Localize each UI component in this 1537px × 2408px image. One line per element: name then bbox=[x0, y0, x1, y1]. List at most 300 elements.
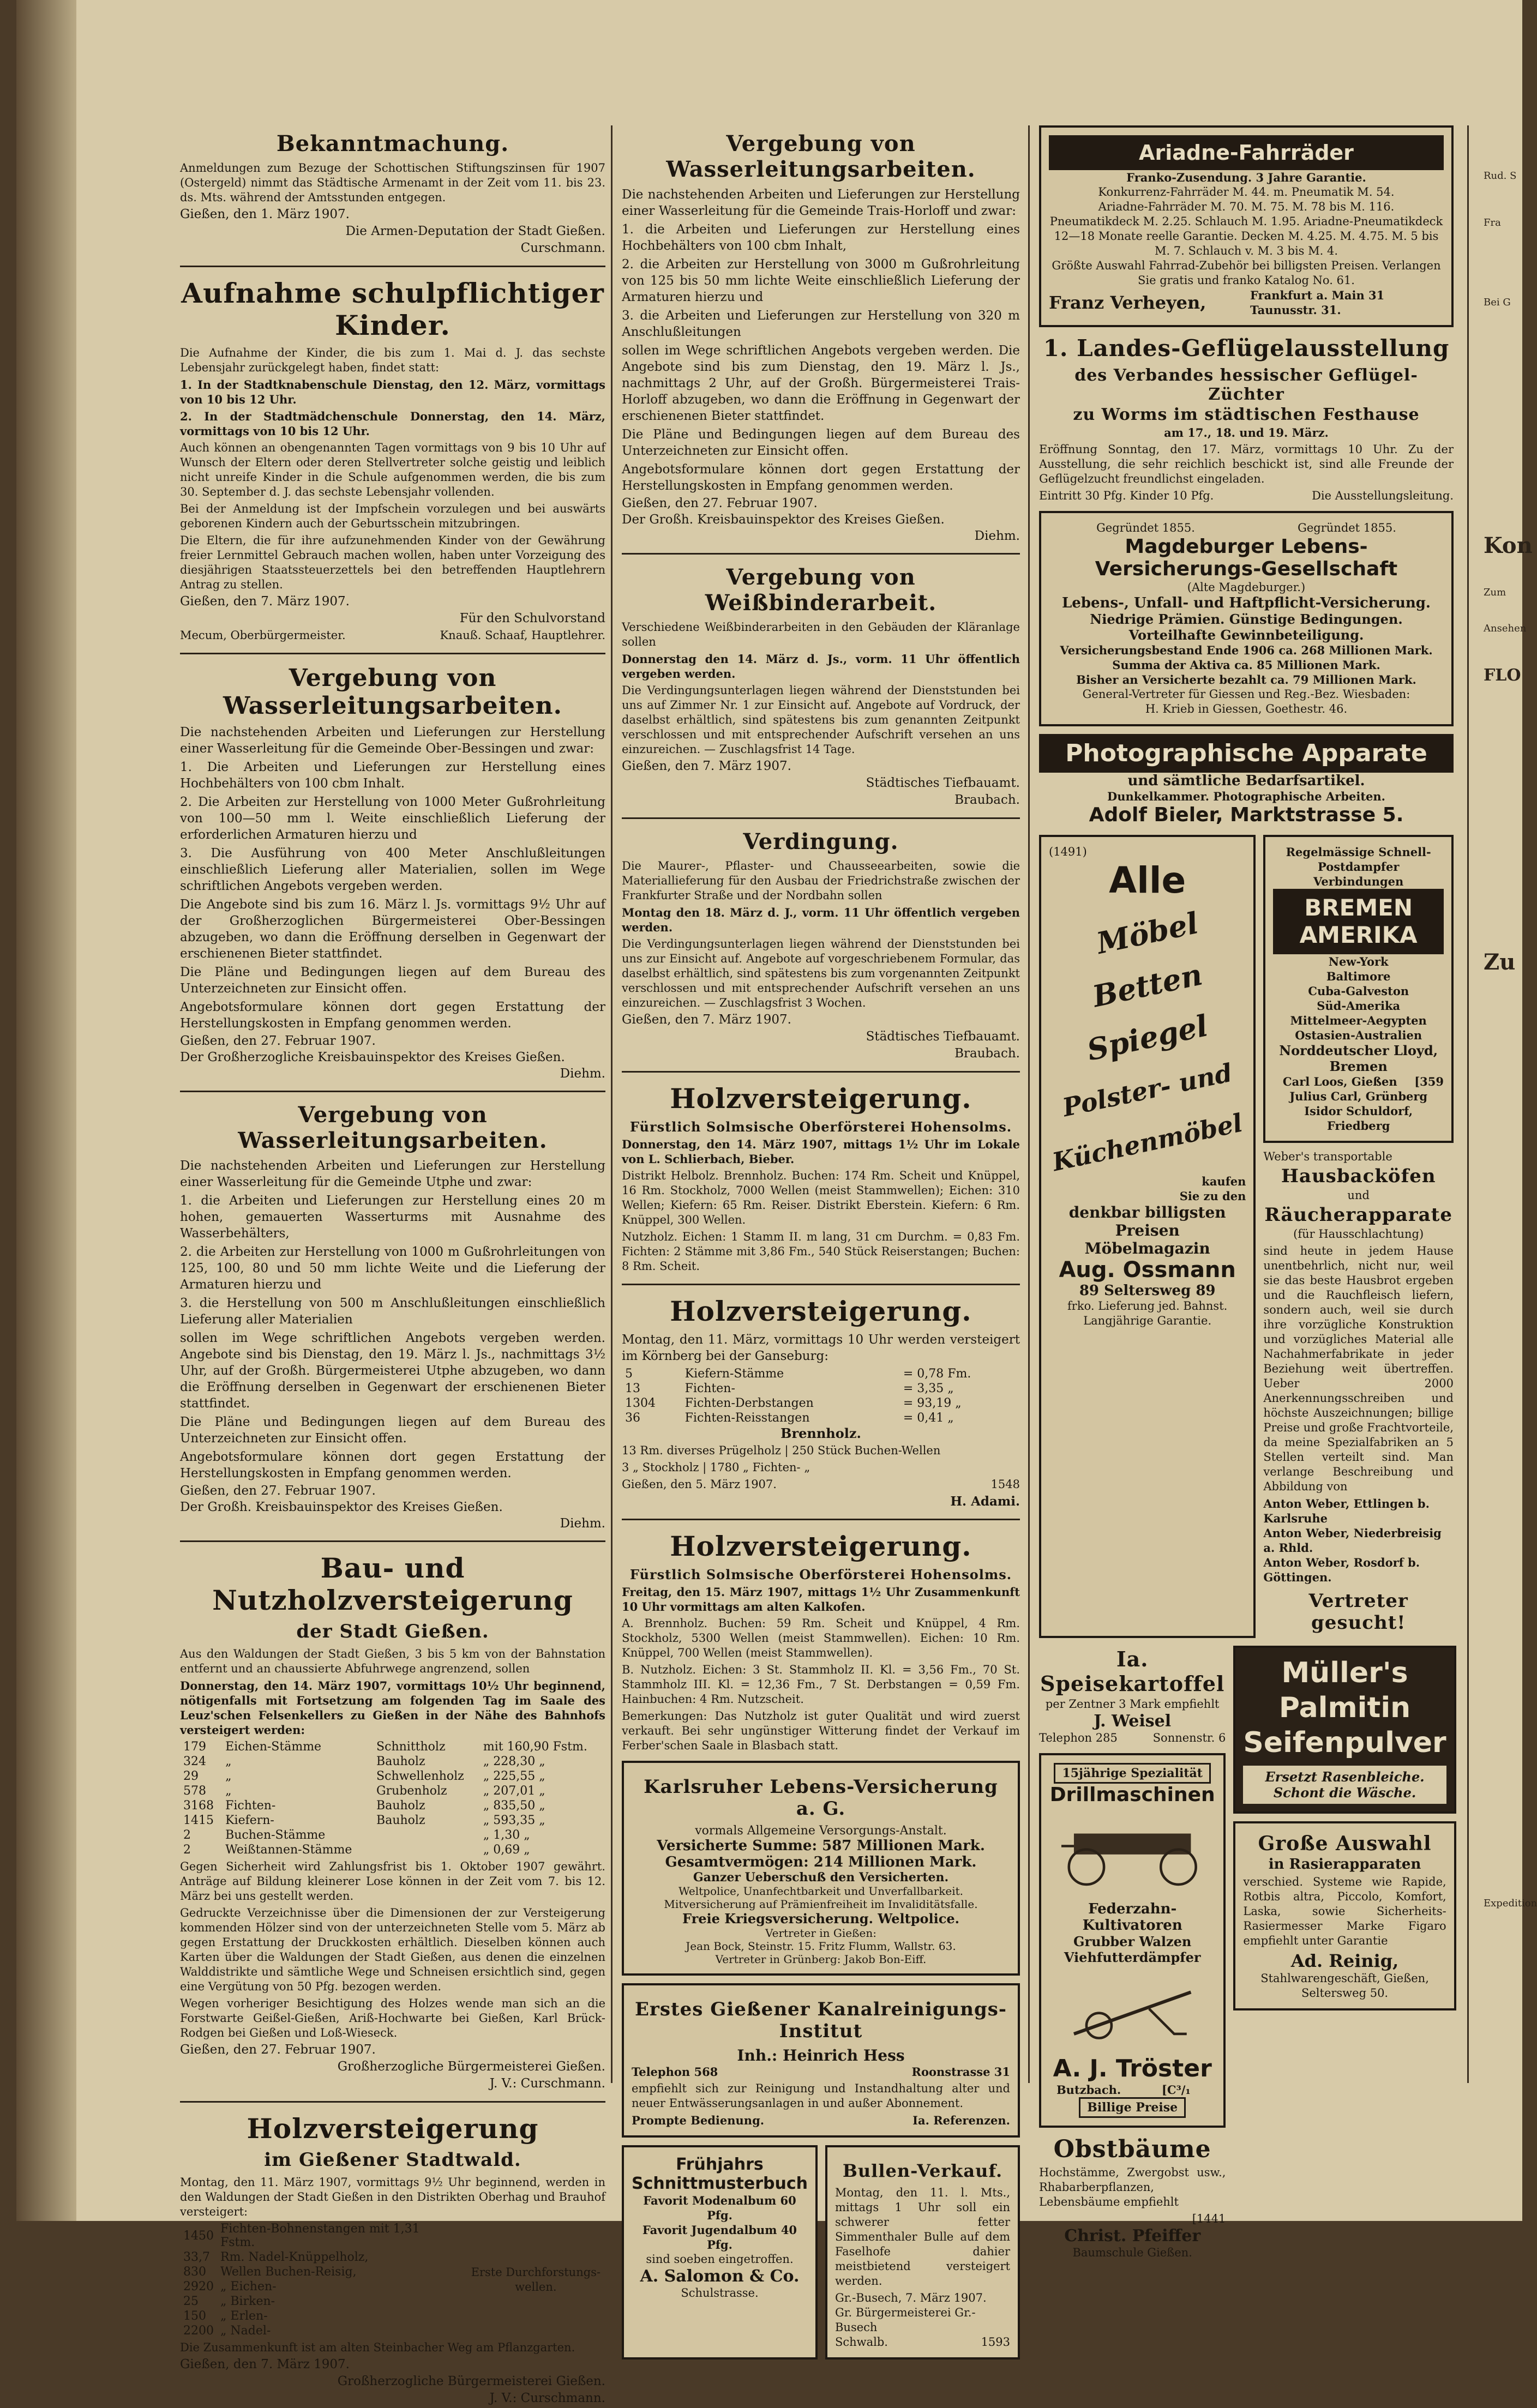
ad-line: New-York bbox=[1328, 955, 1389, 968]
notice-text: Nutzholz. Eichen: 1 Stamm II. m lang, 31 cm Durchm. = 0,83 Fm. Fichten: 2 Stämme mit 3,86 Fm., 540 Stück Reiserstangen; Buchen: 8 Rm. Scheit. bbox=[622, 1230, 1020, 1273]
ad-title: Ariadne-Fahrräder bbox=[1049, 135, 1444, 170]
seed-drill-illustration bbox=[1049, 1806, 1216, 1899]
notice-text: 2. Die Arbeiten zur Herstellung von 1000 Meter Gußrohrleitung von 100—50 mm l. Weite einschließlich Lieferung der erforderlichen Armaturen hierzu und bbox=[180, 795, 605, 842]
ad-cta: Vertreter gesucht! bbox=[1308, 1590, 1408, 1634]
table-cell: 1415 bbox=[183, 1814, 214, 1827]
table-row bbox=[180, 2323, 459, 2338]
table-row bbox=[180, 1828, 605, 1843]
notice-text: 1. die Arbeiten und Lieferungen zur Herstellung eines 20 m hohen, gemauerten Wasserturms mit Ausnahme des Wasserbehälters, bbox=[180, 1194, 605, 1241]
column-4-cropped bbox=[1484, 125, 1537, 1911]
table-cell: Fichten-Derbstangen bbox=[685, 1396, 814, 1410]
ad-row bbox=[1039, 1646, 1454, 2260]
ad-line: Niedrige Prämien. Günstige Bedingungen. bbox=[1090, 611, 1403, 627]
ad-bullen-verkauf bbox=[825, 2145, 1020, 2359]
notice-verdingung bbox=[622, 829, 1020, 1061]
table-row bbox=[622, 1411, 1020, 1425]
ad-title: Magdeburger Lebens-Versicherungs-Gesellschaft bbox=[1095, 535, 1398, 580]
ad-line: Dunkelkammer. Photographische Arbeiten. bbox=[1107, 790, 1385, 803]
ad-kanalreinigung bbox=[622, 1983, 1020, 2138]
ad-text: Hochstämme, Zwergobst usw., Rhabarberpflanzen, Lebensbäume empfiehlt bbox=[1039, 2166, 1226, 2208]
ad-shop: Aug. Ossmann bbox=[1059, 1257, 1236, 1283]
divider bbox=[622, 817, 1020, 819]
table-cell: = 0,78 Fm. bbox=[903, 1367, 971, 1381]
ad-line: sind soeben eingetroffen. bbox=[646, 2253, 794, 2266]
ad-address: Schulstrasse. bbox=[681, 2286, 759, 2299]
column-2 bbox=[622, 125, 1020, 2359]
notice-signature-name: Diehm. bbox=[560, 1516, 605, 1531]
ad-text: empfiehlt sich zur Reinigung und Instandhaltung alter und neuer Entwässerungsanlagen in und außer Abonnement. bbox=[632, 2082, 1010, 2110]
ad-shop: A. J. Tröster bbox=[1053, 2055, 1212, 2082]
ad-title: Räucherapparate bbox=[1264, 1204, 1452, 1226]
table-cell: Rm. Nadel-Knüppelholz, bbox=[220, 2250, 369, 2264]
notice-signature: Der Großh. Kreisbauinspektor des Kreises Gießen. bbox=[180, 1500, 503, 1514]
ad-slogan: Ersetzt Rasenbleiche. Schont die Wäsche. bbox=[1243, 1766, 1446, 1804]
notice-text: Distrikt Helbolz. Brennholz. Buchen: 174 Rm. Scheit und Knüppel, 16 Rm. Stockholz, 7000 Wellen (meist Stammwellen); Eichen: 310 Wellen; Kiefern: 65 Rm. Reiser. Distrikt Eberstein. Kiefern: 6 Rm. Knüppel, 300 Wellen. bbox=[622, 1169, 1020, 1226]
ad-agent: Carl Loos, Gießen bbox=[1282, 1075, 1397, 1088]
table-cell: Fichten-Bohnenstangen mit 1,31 Fstm. bbox=[220, 2222, 420, 2249]
notice-text: 1. Die Arbeiten und Lieferungen zur Herstellung eines Hochbehälters von 100 cbm Inhalt. bbox=[180, 760, 605, 791]
notice-water-utphe bbox=[180, 1102, 605, 1531]
ad-stack bbox=[1263, 835, 1454, 1638]
ad-word: Polster- und bbox=[1060, 1057, 1235, 1123]
table-cell: „ 1,30 „ bbox=[483, 1828, 530, 1842]
notice-text: 13 Rm. diverses Prügelholz | 250 Stück Buchen-Wellen bbox=[622, 1444, 941, 1457]
table-row bbox=[180, 1739, 605, 1754]
notice-wood-auction-bieber bbox=[622, 1082, 1020, 1274]
ad-date: Gr.-Busech, 7. März 1907. bbox=[834, 2291, 987, 2304]
notice-wood-auction-kalkofen bbox=[622, 1530, 1020, 1753]
notice-text: A. Brennholz. Buchen: 59 Rm. Scheit und Knüppel, 4 Rm. Stockholz, 5300 Wellen (meist Stammwellen). Eichen: 10 Rm. Knüppel, 700 Wellen (meist Stammwellen). bbox=[622, 1617, 1020, 1659]
ad-address: Roonstrasse 31 bbox=[911, 2065, 1010, 2079]
notice-date: Gießen, den 7. März 1907. bbox=[180, 2357, 350, 2371]
table-row bbox=[180, 1798, 605, 1813]
table-cell: 830 bbox=[183, 2265, 206, 2279]
notice-signature-name: Braubach. bbox=[954, 793, 1020, 807]
ad-line: Eintritt 30 Pfg. Kinder 10 Pfg. bbox=[1039, 489, 1214, 502]
table-cell: „ 593,35 „ bbox=[483, 1814, 545, 1827]
table-cell: Wellen Buchen-Reisig, bbox=[220, 2265, 357, 2279]
wood-table bbox=[622, 1366, 1020, 1425]
cropped-text: Ansehen bbox=[1484, 623, 1527, 634]
notice-subheading: Brennholz. bbox=[780, 1425, 861, 1441]
ad-line: zu Worms im städtischen Festhause bbox=[1073, 405, 1420, 424]
table-cell: Bauholz bbox=[376, 1814, 425, 1827]
ad-shop: Franz Verheyen, bbox=[1049, 292, 1206, 313]
notice-signature: Städtisches Tiefbauamt. bbox=[866, 1030, 1020, 1044]
table-cell: Fichten-Reisstangen bbox=[685, 1411, 810, 1425]
notice-text: Donnerstag, den 14. März 1907, vormittags 10½ Uhr beginnend, nötigenfalls mit Fortsetzung am folgenden Tag im Saale des Leuz'schen Felsenkellers zu Gießen in der Nähe des Bahnhofs versteigert werden: bbox=[180, 1679, 605, 1737]
ad-line: Cuba-Galveston bbox=[1308, 984, 1409, 998]
ad-number: [C³/₁ bbox=[1161, 2083, 1191, 2097]
ad-speisekartoffel bbox=[1039, 1647, 1226, 1745]
notice-signature: Großherzogliche Bürgermeisterei Gießen. bbox=[337, 2374, 605, 2388]
cropped-text: Rud. S bbox=[1484, 170, 1517, 182]
ad-agent: Isidor Schuldorf, Friedberg bbox=[1304, 1104, 1413, 1133]
ad-line: Versicherte Summe: 587 Millionen Mark. bbox=[657, 1838, 985, 1854]
table-cell: 179 bbox=[183, 1740, 206, 1754]
table-cell: Bauholz bbox=[376, 1799, 425, 1813]
ad-title: BREMEN AMERIKA bbox=[1273, 889, 1444, 954]
cropped-text: Kon bbox=[1484, 533, 1533, 558]
notice-text: Angebotsformulare können dort gegen Erstattung der Herstellungskosten in Empfang genommen werden. bbox=[180, 1000, 605, 1031]
ad-agent: Anton Weber, Rosdorf b. Göttingen. bbox=[1263, 1556, 1420, 1584]
table-cell: Fichten- bbox=[685, 1382, 735, 1395]
ad-line: kaufen bbox=[1202, 1175, 1246, 1188]
notice-title: Aufnahme schulpflichtiger Kinder. bbox=[181, 277, 604, 341]
notice-text: Angebotsformulare können dort gegen Erstattung der Herstellungskosten in Empfang genommen werden. bbox=[622, 462, 1020, 493]
ad-title: Bullen-Verkauf. bbox=[842, 2160, 1003, 2181]
notice-text: Gedruckte Verzeichnisse über die Dimensionen der zur Versteigerung kommenden Hölzer sind von der unterzeichneten Stelle vom 5. März ab gegen Erstattung der Druckkosten erhältlich. Dieselben können auch Karten über die Waldungen der Stadt Gießen, aus denen die einzelnen Walddistrikte und sämtliche Wege und Schneisen ersichtlich sind, gegen eine Vergütung von 50 Pfg. bezogen werden. bbox=[180, 1906, 605, 1993]
divider bbox=[622, 1519, 1020, 1520]
ad-line: Möbelmagazin bbox=[1084, 1239, 1210, 1257]
table-cell: = 3,35 „ bbox=[903, 1382, 954, 1395]
ad-shop: J. Weisel bbox=[1094, 1712, 1172, 1731]
ad-line: Weltpolice, Unanfechtbarkeit und Unverfallbarkeit. bbox=[678, 1885, 964, 1898]
notice-subtitle: Fürstlich Solmsische Oberförsterei Hohensolms. bbox=[629, 1567, 1012, 1582]
ad-line: Franko-Zusendung. 3 Jahre Garantie. bbox=[1126, 171, 1366, 184]
ad-line: Preisen bbox=[1115, 1221, 1180, 1239]
notice-title: Vergebung von Weißbinderarbeit. bbox=[705, 564, 937, 616]
table-cell: mit 160,90 Fstm. bbox=[483, 1740, 587, 1754]
ad-subtitle: (Alte Magdeburger.) bbox=[1187, 581, 1306, 594]
table-row bbox=[622, 1396, 1020, 1411]
ad-line: Ganzer Ueberschuß den Versicherten. bbox=[693, 1870, 949, 1885]
table-cell: „ Birken- bbox=[220, 2295, 275, 2308]
notice-text: 2. die Arbeiten zur Herstellung von 3000 m Gußrohrleitung von 125 bis 50 mm lichte Weite einschließlich Lieferung der Armaturen hierzu und bbox=[622, 257, 1020, 304]
ad-agent: Anton Weber, Ettlingen b. Karlsruhe bbox=[1263, 1497, 1430, 1525]
ad-title: Hausbacköfen bbox=[1281, 1165, 1436, 1187]
ad-line: frko. Lieferung jed. Bahnst. Langjährige Garantie. bbox=[1067, 1299, 1228, 1327]
ad-palmitin bbox=[1233, 1646, 1456, 1814]
notice-number: 1548 bbox=[990, 1478, 1020, 1491]
notice-text: sollen im Wege schriftlichen Angebots vergeben werden. Die Angebote sind bis zum Dienstag, den 19. März l. Js., nachmittags 2 Uhr, auf der Großh. Bürgermeisterei Trais-Horloff abzugeben, wo dann die Eröffnung in Gegenwart der erschienenen Bieter stattfindet. bbox=[622, 344, 1020, 423]
notice-date: Gießen, den 7. März 1907. bbox=[180, 594, 350, 609]
ad-slogan: Prompte Bedienung. bbox=[632, 2114, 765, 2127]
ad-agent: Anton Weber, Niederbreisig a. Rhld. bbox=[1263, 1526, 1442, 1555]
notice-subtitle: im Gießener Stadtwald. bbox=[264, 2149, 521, 2171]
ad-number: 1593 bbox=[981, 2335, 1011, 2349]
divider bbox=[180, 1540, 605, 1542]
notice-date: Gießen, den 27. Februar 1907. bbox=[180, 1034, 376, 1048]
cropped-text: Expedition bbox=[1484, 1898, 1537, 1909]
signature-right: Knauß. Schaaf, Hauptlehrer. bbox=[440, 629, 605, 642]
notice-date: Gießen, den 7. März 1907. bbox=[622, 759, 791, 773]
table-row bbox=[180, 1769, 605, 1784]
ad-line: Freie Kriegsversicherung. Weltpolice. bbox=[682, 1911, 960, 1927]
table-cell: 2 bbox=[183, 1843, 191, 1857]
notice-text: Gegen Sicherheit wird Zahlungsfrist bis 1. Oktober 1907 gewährt. Anträge auf Bildung kleinerer Lose können in der Zeit vom 7. bis 12. März bei uns gestellt werden. bbox=[180, 1860, 605, 1903]
table-cell: Grubenholz bbox=[376, 1784, 447, 1798]
column-rule bbox=[1467, 125, 1469, 2083]
ad-title: Große Auswahl bbox=[1258, 1832, 1432, 1855]
ad-line: Favorit Modenalbum 60 Pfg. bbox=[643, 2194, 796, 2222]
table-cell: „ 835,50 „ bbox=[483, 1799, 545, 1813]
table-cell: „ Nadel- bbox=[220, 2324, 271, 2338]
divider bbox=[180, 653, 605, 654]
ad-text: Montag, den 11. l. Mts., mittags 1 Uhr soll ein schwerer fetter Simmenthaler Bulle auf dem Faselhofe dahier meistbietend versteigert werden. bbox=[834, 2186, 1010, 2287]
ad-stack bbox=[1233, 1646, 1456, 2260]
ad-title: Müller's Palmitin Seifenpulver bbox=[1243, 1657, 1446, 1759]
ad-text: Eröffnung Sonntag, den 17. März, vormittags 10 Uhr. Zu der Ausstellung, die sehr reichlich beschickt ist, sind alle Freunde der Geflügelzucht freundlichst eingeladen. bbox=[1039, 443, 1454, 485]
ad-line: Pneumatikdeck M. 2.25. Schlauch M. 1.95. Ariadne-Pneumatikdeck 12—18 Monate reelle Garantie. Decken M. 4.25. M. 4.75. M. 5 bis M. 7. Schlauch v. M. 3 bis M. 4. bbox=[1049, 215, 1443, 257]
notice-text: 1. die Arbeiten und Lieferungen zur Herstellung eines Hochbehälters von 100 cbm Inhalt, bbox=[622, 222, 1020, 253]
ad-line: Ostasien-Australien bbox=[1295, 1028, 1422, 1042]
ad-title: Alle bbox=[1109, 859, 1186, 901]
ad-founded: Gegründet 1855. bbox=[1298, 521, 1396, 534]
ad-shop: A. Salomon & Co. bbox=[640, 2267, 800, 2286]
table-cell: „ Eichen- bbox=[220, 2280, 277, 2293]
notice-text: Donnerstag den 14. März d. Js., vorm. 11 Uhr öffentlich vergeben werden. bbox=[622, 652, 1020, 681]
ad-word: Möbel bbox=[1093, 905, 1202, 961]
table-cell: Buchen-Stämme bbox=[225, 1828, 326, 1842]
notice-signature-name: J. V.: Curschmann. bbox=[489, 2076, 605, 2091]
ad-number: [359 bbox=[1414, 1075, 1444, 1088]
cropped-text: Zum bbox=[1484, 587, 1506, 598]
notice-signature: H. Adami. bbox=[950, 1494, 1020, 1509]
ad-obstbaeume bbox=[1039, 2135, 1226, 2260]
ad-number: (1491) bbox=[1049, 845, 1087, 858]
notice-title: Vergebung von Wasserleitungsarbeiten. bbox=[238, 1102, 548, 1153]
notice-signature: Für den Schulvorstand bbox=[459, 611, 605, 625]
notice-title: Bekanntmachung. bbox=[276, 131, 509, 156]
notice-stadtwald-auction bbox=[180, 2112, 605, 2406]
notice-text: Die Zusammenkunft ist am alten Steinbacher Weg am Pflanzgarten. bbox=[180, 2341, 575, 2354]
notice-text: Auch können an obengenannten Tagen vormittags von 9 bis 10 Uhr auf Wunsch der Eltern oder deren Stellvertreter solche geistig und leiblich nicht unreife Kinder in die Schule aufgenommen werden, die bis zum 30. September d. J. das sechste Lebensjahr vollenden. bbox=[180, 441, 605, 498]
notice-text: Montag den 18. März d. J., vorm. 11 Uhr öffentlich vergeben werden. bbox=[622, 906, 1020, 934]
notice-signature-name: Braubach. bbox=[954, 1046, 1020, 1061]
notice-text: Donnerstag, den 14. März 1907, mittags 1½ Uhr im Lokale von L. Schlierbach, Bieber. bbox=[622, 1137, 1020, 1166]
ad-title: 1. Landes-Geflügelausstellung bbox=[1043, 335, 1450, 362]
notice-text: Anmeldungen zum Bezuge der Schottischen Stiftungszinsen für 1907 (Ostergeld) nimmt das Städtische Armenamt in der Zeit vom 11. bis 23. ds. Mts. während der Amtsstunden entgegen. bbox=[180, 161, 605, 204]
ad-title: Karlsruher Lebens-Versicherung a. G. bbox=[644, 1776, 998, 1820]
ad-company: Norddeutscher Lloyd, Bremen bbox=[1279, 1043, 1438, 1074]
ad-schnittmuster bbox=[622, 2145, 818, 2359]
notice-title: Vergebung von Wasserleitungsarbeiten. bbox=[666, 131, 976, 182]
ad-phone: Telephon 285 bbox=[1039, 1731, 1118, 1744]
ad-line: Vertreter in Gießen: bbox=[765, 1927, 876, 1940]
ad-phone: Telephon 568 bbox=[632, 2065, 718, 2079]
table-cell: „ bbox=[225, 1769, 232, 1783]
divider bbox=[180, 266, 605, 267]
ad-ossmann-furniture bbox=[1039, 835, 1256, 1638]
notice-text: Montag, den 11. März, vormittags 10 Uhr werden versteigert im Körnberg bei der Ganseburg: bbox=[622, 1333, 1020, 1363]
table-cell: 578 bbox=[183, 1784, 206, 1798]
notice-text: Freitag, den 15. März 1907, mittags 1½ Uhr Zusammenkunft 10 Uhr vormittags am alten Kalkofen. bbox=[622, 1585, 1020, 1614]
ad-line: Versicherungsbestand Ende 1906 ca. 268 Millionen Mark. bbox=[1060, 643, 1433, 657]
cropped-text: Fra bbox=[1484, 217, 1501, 228]
ad-row bbox=[622, 2145, 1020, 2359]
notice-text: Die nachstehenden Arbeiten und Lieferungen zur Herstellung einer Wasserleitung für die Gemeinde Utphe und zwar: bbox=[180, 1159, 605, 1189]
ad-address: 89 Seltersweg 89 bbox=[1079, 1283, 1216, 1299]
wood-table bbox=[180, 2222, 459, 2338]
column-1 bbox=[180, 125, 605, 2408]
notice-date: Gießen, den 27. Februar 1907. bbox=[180, 1484, 376, 1498]
table-cell: Kiefern- bbox=[225, 1814, 274, 1827]
notice-date: Gießen, den 27. Februar 1907. bbox=[622, 496, 818, 510]
ad-title: Drillmaschinen bbox=[1049, 1784, 1215, 1806]
table-cell: Fichten- bbox=[225, 1799, 276, 1813]
table-cell: 33,7 bbox=[183, 2250, 210, 2264]
notice-signature: Der Großh. Kreisbauinspektor des Kreises Gießen. bbox=[622, 513, 945, 527]
table-cell: 29 bbox=[183, 1769, 199, 1783]
ad-ariadne-bicycles bbox=[1039, 125, 1454, 327]
table-row bbox=[180, 1754, 605, 1769]
notice-title: Verdingung. bbox=[743, 829, 899, 854]
notice-text: Die Aufnahme der Kinder, die bis zum 1. Mai d. J. das sechste Lebensjahr zurückgelegt haben, findet statt: bbox=[180, 346, 605, 374]
ad-word: Spiegel bbox=[1084, 1008, 1211, 1068]
ad-shop: Adolf Bieler, Marktstrasse 5. bbox=[1089, 804, 1404, 826]
ad-signature-name: Schwalb. bbox=[834, 2335, 888, 2349]
ad-weber-ovens bbox=[1263, 1149, 1454, 1634]
table-row bbox=[180, 1813, 605, 1828]
table-cell: = 0,41 „ bbox=[903, 1411, 954, 1425]
ad-number: [1441 bbox=[1192, 2212, 1226, 2225]
notice-text: 2. In der Stadtmädchenschule Donnerstag, den 14. März, vormittags von 10 bis 12 Uhr. bbox=[180, 410, 605, 438]
notice-text: B. Nutzholz. Eichen: 3 St. Stammholz II. Kl. = 3,56 Fm., 70 St. Stammholz III. Kl. = 12,36 Fm., 7 St. Derbstangen = 0,59 Fm. Hainbuchen: 4 Rm. Nutzscheit. bbox=[622, 1663, 1020, 1706]
table-cell bbox=[373, 1843, 480, 1857]
timber-table bbox=[180, 1739, 605, 1857]
notice-water-trais-horloff bbox=[622, 131, 1020, 543]
table-row bbox=[622, 1366, 1020, 1381]
ad-line: Weber's transportable bbox=[1263, 1150, 1392, 1163]
table-cell: 150 bbox=[183, 2309, 206, 2323]
ad-line: General-Vertreter für Giessen und Reg.-Bez. Wiesbaden: bbox=[1082, 688, 1410, 701]
notice-text: Die Verdingungsunterlagen liegen während der Dienststunden bei uns zur Einsicht auf. Angebote auf vorgeschriebenem Formular, das daselbst erhältlich, sind spätestens bis zum vorgenannten Zeitpunkt verschlossen und mit entsprechender Aufschrift versehen an uns einzureichen. — Zuschlagsfrist 3 Wochen. bbox=[622, 937, 1020, 1009]
table-cell: Schnittholz bbox=[376, 1740, 446, 1754]
ad-subtitle: Baumschule Gießen. bbox=[1072, 2246, 1192, 2259]
ad-badge: 15jährige Spezialität bbox=[1054, 1763, 1210, 1784]
divider bbox=[622, 553, 1020, 555]
ad-line: Ariadne-Fahrräder M. 70. M. 75. M. 78 bis M. 116. bbox=[1098, 200, 1395, 213]
column-3 bbox=[1039, 125, 1454, 2260]
notice-signature: Die Armen-Deputation der Stadt Gießen. bbox=[345, 224, 605, 238]
notice-painting-work bbox=[622, 564, 1020, 808]
table-row bbox=[180, 2265, 459, 2279]
ad-row bbox=[1039, 835, 1454, 1638]
ad-line: Süd-Amerika bbox=[1317, 999, 1401, 1013]
ad-line: H. Krieb in Giessen, Goethestr. 46. bbox=[1145, 702, 1348, 715]
ad-line: denkbar billigsten bbox=[1068, 1203, 1226, 1221]
table-cell: „ Erlen- bbox=[220, 2309, 268, 2323]
table-cell: „ 228,30 „ bbox=[483, 1755, 545, 1768]
notice-text: 3. Die Ausführung von 400 Meter Anschlußleitungen einschließlich Lieferung aller Materialien, sollen im Wege schriftlichen Angebots vergeben werden. bbox=[180, 846, 605, 893]
wood-note: Erste Durchforstungs-wellen. bbox=[471, 2266, 601, 2293]
table-cell: 13 bbox=[625, 1382, 640, 1395]
notice-date: Gießen, den 1. März 1907. bbox=[180, 207, 350, 221]
notice-signature: Städtisches Tiefbauamt. bbox=[866, 776, 1020, 790]
ad-line: Favorit Jugendalbum 40 Pfg. bbox=[642, 2223, 797, 2252]
table-cell: 5 bbox=[625, 1367, 633, 1381]
notice-signature-name: Curschmann. bbox=[520, 241, 605, 255]
notice-text: 3 „ Stockholz | 1780 „ Fichten- „ bbox=[622, 1461, 810, 1474]
ad-line: Vertreter in Grünberg: Jakob Bon-Eiff. bbox=[715, 1953, 927, 1966]
notice-text: Die Verdingungsunterlagen liegen während der Dienststunden bei uns auf Zimmer Nr. 1 zur Einsicht auf. Angebote auf Vordruck, der daselbst erhältlich, sind spätestens bis zum genannten Zeitpunkt verschlossen und mit entsprechender Aufschrift versehen an uns einzureichen. — Zuschlagsfrist 14 Tage. bbox=[622, 684, 1020, 756]
notice-timber-auction bbox=[180, 1552, 605, 2091]
notice-title: Holzversteigerung bbox=[247, 2112, 539, 2145]
notice-signature: Der Großherzogliche Kreisbauinspektor des Kreises Gießen. bbox=[180, 1050, 565, 1064]
table-row bbox=[180, 2250, 459, 2265]
table-cell: 25 bbox=[183, 2295, 199, 2308]
ad-line: Mittelmeer-Aegypten bbox=[1290, 1014, 1427, 1027]
ad-line: Federzahn-Kultivatoren bbox=[1082, 1901, 1182, 1934]
notice-text: Die Angebote sind bis zum 16. März l. Js. vormittags 9½ Uhr auf der Großherzoglichen Bürgermeisterei Ober-Bessingen abzugeben, wo dann die Eröffnung derselben in Gegenwart der erschienenen Bieter stattfindet. bbox=[180, 898, 605, 961]
column-rule bbox=[611, 125, 613, 2083]
notice-text: 3. die Herstellung von 500 m Anschlußleitungen einschließlich Lieferung aller Materialien bbox=[180, 1296, 605, 1327]
ad-magdeburger-insurance bbox=[1039, 511, 1454, 726]
ad-line: Gesamtvermögen: 214 Millionen Mark. bbox=[665, 1854, 977, 1870]
notice-text: 2. die Arbeiten zur Herstellung von 1000 m Gußrohrleitungen von 125, 100, 80 und 50 mm lichte Weite und die Lieferung der Armaturen hierzu und bbox=[180, 1245, 605, 1292]
ad-troester-machines bbox=[1039, 1753, 1226, 2128]
ad-slogan: Ia. Referenzen. bbox=[912, 2114, 1010, 2127]
cropped-text: Zu bbox=[1484, 949, 1516, 975]
table-cell: „ 207,01 „ bbox=[483, 1784, 545, 1798]
ad-line: Regelmässige Schnell-Postdampfer Verbindungen bbox=[1286, 845, 1431, 888]
notice-subtitle: der Stadt Gießen. bbox=[296, 1621, 489, 1642]
notice-text: Aus den Waldungen der Stadt Gießen, 3 bis 5 km von der Bahnstation entfernt und an chaussierte Abfuhrwege angrenzend, sollen bbox=[180, 1647, 605, 1675]
notice-text: Die Pläne und Bedingungen liegen auf dem Bureau des Unterzeichneten zur Einsicht offen. bbox=[180, 1415, 605, 1446]
ad-signature: Die Ausstellungsleitung. bbox=[1312, 489, 1454, 502]
notice-water-ober-bessingen bbox=[180, 664, 605, 1081]
notice-date: Gießen, den 5. März 1907. bbox=[622, 1478, 777, 1491]
table-row bbox=[180, 1784, 605, 1798]
table-row bbox=[622, 1381, 1020, 1396]
ad-address: Butzbach. bbox=[1056, 2083, 1121, 2097]
notice-text: Die nachstehenden Arbeiten und Lieferungen zur Herstellung einer Wasserleitung für die Gemeinde Ober-Bessingen und zwar: bbox=[180, 725, 605, 756]
notice-signature-name: Diehm. bbox=[560, 1067, 605, 1081]
ad-line: Sie zu den bbox=[1179, 1189, 1246, 1203]
ad-title: Obstbäume bbox=[1053, 2135, 1211, 2163]
table-row bbox=[180, 2222, 459, 2250]
table-cell: 1304 bbox=[625, 1396, 656, 1410]
notice-title: Bau- und Nutzholzversteigerung bbox=[212, 1552, 573, 1616]
ad-line: Konkurrenz-Fahrräder M. 44. m. Pneumatik M. 54. bbox=[1098, 185, 1395, 198]
ad-shop: Ad. Reinig, bbox=[1290, 1951, 1399, 1971]
table-cell bbox=[373, 1828, 480, 1843]
ad-signature: Gr. Bürgermeisterei Gr.-Busech bbox=[834, 2306, 976, 2334]
table-cell: 1450 bbox=[183, 2229, 214, 2243]
table-row bbox=[180, 2294, 459, 2309]
ad-line: in Rasierapparaten bbox=[1268, 1856, 1421, 1873]
ad-subtitle: Stahlwarengeschäft, Gießen, Seltersweg 50. bbox=[1260, 1972, 1429, 2000]
ad-title: Photographische Apparate bbox=[1039, 734, 1454, 773]
ad-line: per Zentner 3 Mark empfiehlt bbox=[1045, 1697, 1220, 1711]
notice-text: Verschiedene Weißbinderarbeiten in den Gebäuden der Kläranlage sollen bbox=[622, 621, 1020, 648]
ad-agent: Julius Carl, Grünberg bbox=[1289, 1089, 1428, 1103]
table-cell: „ 0,69 „ bbox=[483, 1843, 530, 1857]
notice-text: 1. In der Stadtknabenschule Dienstag, den 12. März, vormittags von 10 bis 12 Uhr. bbox=[180, 378, 605, 406]
plough-illustration bbox=[1049, 1965, 1216, 2052]
ad-title: Frühjahrs Schnittmusterbuch bbox=[632, 2155, 808, 2193]
ad-line: Summa der Aktiva ca. 85 Millionen Mark. bbox=[1112, 658, 1380, 672]
ad-line: Jean Bock, Steinstr. 15. Fritz Flumm, Wallstr. 63. bbox=[686, 1940, 956, 1953]
notice-title: Holzversteigerung. bbox=[670, 1082, 972, 1115]
table-cell: Bauholz bbox=[376, 1755, 425, 1768]
ad-photo-apparate bbox=[1039, 734, 1454, 826]
ad-word: Betten bbox=[1089, 956, 1205, 1014]
ad-line: am 17., 18. und 19. März. bbox=[1164, 426, 1329, 440]
table-cell: „ bbox=[225, 1755, 232, 1768]
divider bbox=[180, 2101, 605, 2103]
ad-founded: Gegründet 1855. bbox=[1096, 521, 1195, 534]
notice-text: Bei der Anmeldung ist der Impfschein vorzulegen und bei auswärts geborenen Kindern auch der Geburtsschein mitzubringen. bbox=[180, 502, 605, 530]
ad-line: des Verbandes hessischer Geflügel-Züchter bbox=[1074, 366, 1418, 404]
table-cell: 3168 bbox=[183, 1799, 214, 1813]
ad-title: Erstes Gießener Kanalreinigungs-Institut bbox=[634, 1998, 1007, 2042]
ad-line: Größte Auswahl Fahrrad-Zubehör bei billigsten Preisen. Verlangen Sie gratis und franko Katalog No. 61. bbox=[1052, 259, 1441, 287]
ad-stack bbox=[1039, 1646, 1226, 2260]
notice-text: Montag, den 11. März 1907, vormittags 9½ Uhr beginnend, werden in den Waldungen der Stadt Gießen in den Distrikten Oberhag und Brauhof versteigert: bbox=[180, 2176, 605, 2218]
page-spine bbox=[16, 0, 76, 2221]
